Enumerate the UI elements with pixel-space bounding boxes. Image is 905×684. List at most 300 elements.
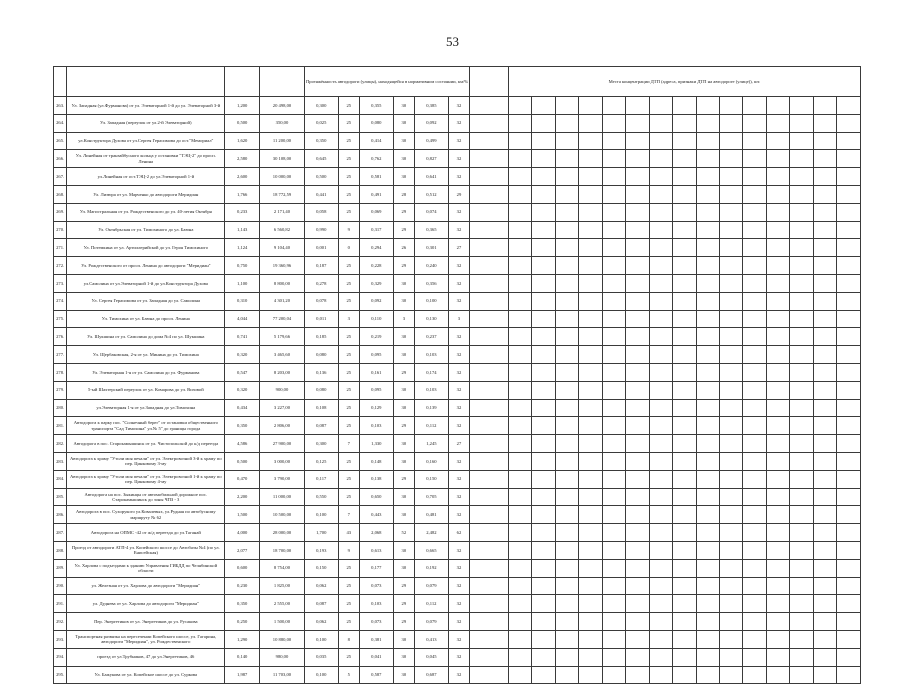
value-cell: 9 (338, 541, 359, 559)
empty-cell (837, 239, 861, 257)
empty-cell (532, 257, 555, 275)
header-dtp: Места концентрации ДТП (адреса, признаки ДТП на автодороге (улице)), шт. (508, 67, 860, 97)
value-cell: 2,077 (225, 541, 260, 559)
empty-cell (579, 150, 602, 168)
row-number: 282. (54, 435, 67, 453)
empty-cell (626, 168, 649, 186)
value-cell: 25 (338, 488, 359, 506)
value-cell: 25 (338, 648, 359, 666)
row-number: 278. (54, 363, 67, 381)
empty-cell (626, 132, 649, 150)
value-cell: 25 (338, 203, 359, 221)
empty-cell (579, 132, 602, 150)
empty-cell (673, 221, 696, 239)
empty-cell (579, 595, 602, 613)
value-cell: 900,00 (260, 381, 305, 399)
header-cell (225, 67, 260, 97)
value-cell: 32 (448, 541, 469, 559)
value-cell: 10 880,00 (260, 630, 305, 648)
empty-cell (813, 630, 836, 648)
table-row (54, 613, 861, 631)
empty-cell (813, 452, 836, 470)
empty-cell (696, 168, 719, 186)
empty-cell (696, 613, 719, 631)
empty-cell (743, 399, 766, 417)
road-name: Автодорога в пос. Старокамышинск от ул. Чистопольской до к/д переезда (67, 435, 225, 453)
value-cell: 25 (338, 363, 359, 381)
empty-cell (696, 221, 719, 239)
empty-cell (649, 524, 672, 542)
empty-cell (743, 274, 766, 292)
empty-cell (813, 417, 836, 435)
empty-cell (579, 185, 602, 203)
empty-cell (532, 168, 555, 186)
empty-cell (813, 97, 836, 115)
table-row (54, 470, 861, 488)
empty-cell (790, 221, 813, 239)
road-name: Автодорога на ОПМС -42 от ж/д переезда до ул.Таганай (67, 524, 225, 542)
empty-cell (626, 435, 649, 453)
empty-cell (508, 435, 531, 453)
value-cell: 30 (393, 114, 414, 132)
empty-cell (766, 203, 789, 221)
row-number: 267. (54, 168, 67, 186)
value-cell: 0,300 (304, 97, 338, 115)
empty-cell (813, 381, 836, 399)
empty-cell (766, 363, 789, 381)
empty-cell (470, 310, 509, 328)
empty-cell (837, 346, 861, 364)
empty-cell (649, 274, 672, 292)
value-cell: 0,074 (415, 203, 449, 221)
value-cell: 1,245 (415, 435, 449, 453)
empty-cell (532, 417, 555, 435)
value-cell: 0,329 (359, 274, 393, 292)
empty-cell (766, 417, 789, 435)
value-cell: 0,762 (359, 150, 393, 168)
value-cell: 0,148 (359, 452, 393, 470)
value-cell: 19 360,96 (260, 257, 305, 275)
empty-cell (626, 221, 649, 239)
empty-cell (837, 470, 861, 488)
table-row (54, 541, 861, 559)
empty-cell (766, 524, 789, 542)
empty-cell (508, 221, 531, 239)
empty-cell (532, 274, 555, 292)
value-cell: 0,320 (225, 381, 260, 399)
empty-cell (766, 381, 789, 399)
empty-cell (470, 506, 509, 524)
empty-cell (719, 417, 742, 435)
value-cell: 8 (338, 630, 359, 648)
value-cell: 1,766 (225, 185, 260, 203)
value-cell: 0,069 (359, 203, 393, 221)
value-cell: 18 700,00 (260, 541, 305, 559)
value-cell: 32 (448, 559, 469, 577)
empty-cell (813, 310, 836, 328)
empty-cell (579, 239, 602, 257)
empty-cell (532, 185, 555, 203)
value-cell: 0,140 (225, 648, 260, 666)
empty-cell (837, 97, 861, 115)
value-cell: 30 (393, 666, 414, 684)
empty-cell (508, 239, 531, 257)
empty-cell (626, 666, 649, 684)
empty-cell (626, 185, 649, 203)
empty-cell (790, 310, 813, 328)
empty-cell (766, 541, 789, 559)
value-cell: 1,124 (225, 239, 260, 257)
value-cell: 2 806,00 (260, 417, 305, 435)
value-cell: 3 (448, 310, 469, 328)
empty-cell (743, 97, 766, 115)
value-cell: 29 (393, 417, 414, 435)
empty-cell (719, 203, 742, 221)
empty-cell (673, 559, 696, 577)
value-cell: 25 (338, 132, 359, 150)
value-cell: 30 108,00 (260, 150, 305, 168)
row-number: 292. (54, 613, 67, 631)
table-row (54, 559, 861, 577)
empty-cell (649, 452, 672, 470)
empty-cell (743, 257, 766, 275)
value-cell: 0,233 (225, 203, 260, 221)
value-cell: 25 (338, 274, 359, 292)
empty-cell (579, 97, 602, 115)
empty-cell (837, 168, 861, 186)
empty-cell (790, 257, 813, 275)
empty-cell (579, 559, 602, 577)
empty-cell (470, 185, 509, 203)
empty-cell (602, 221, 625, 239)
value-cell: 25 (338, 381, 359, 399)
empty-cell (626, 470, 649, 488)
value-cell: 0,550 (304, 488, 338, 506)
empty-cell (626, 417, 649, 435)
empty-cell (626, 257, 649, 275)
road-name: Автодорога к храму "Утоли моя печали" от ул. Электровозной 3-й к храму по пер. Цинковому 3-му (67, 452, 225, 470)
value-cell: 32 (448, 132, 469, 150)
value-cell: 0,705 (415, 488, 449, 506)
empty-cell (555, 328, 578, 346)
empty-cell (508, 417, 531, 435)
table-row (54, 399, 861, 417)
empty-cell (743, 328, 766, 346)
value-cell: 0,079 (415, 577, 449, 595)
empty-cell (555, 221, 578, 239)
empty-cell (719, 97, 742, 115)
value-cell: 1,620 (225, 132, 260, 150)
road-name: Ул. Магистральная от ул. Рождественского до ул. 40-летия Октября (67, 203, 225, 221)
value-cell: 0,192 (415, 559, 449, 577)
table-row (54, 168, 861, 186)
value-cell: 0,112 (415, 417, 449, 435)
value-cell: 0,441 (304, 185, 338, 203)
empty-cell (508, 399, 531, 417)
empty-cell (532, 381, 555, 399)
value-cell: 0,581 (359, 168, 393, 186)
value-cell: 0,193 (304, 541, 338, 559)
value-cell: 0,750 (225, 257, 260, 275)
empty-cell (579, 648, 602, 666)
value-cell: 9 (338, 221, 359, 239)
empty-cell (602, 97, 625, 115)
value-cell: 0,095 (359, 381, 393, 399)
table-row (54, 274, 861, 292)
empty-cell (696, 577, 719, 595)
value-cell: 0,041 (359, 648, 393, 666)
road-name: ул.Самолина от ул.Элеваторной 1-й до ул.Конструктора Духова (67, 274, 225, 292)
empty-cell (743, 239, 766, 257)
empty-cell (555, 239, 578, 257)
road-name: ул. Железная от ул. Харлова до автодороги "Меридиан" (67, 577, 225, 595)
empty-cell (790, 630, 813, 648)
empty-cell (673, 452, 696, 470)
value-cell: 28 000,00 (260, 524, 305, 542)
value-cell: 0,650 (359, 488, 393, 506)
empty-cell (743, 310, 766, 328)
empty-cell (555, 648, 578, 666)
table-row (54, 346, 861, 364)
value-cell: 3 227,00 (260, 399, 305, 417)
value-cell: 2 555,00 (260, 595, 305, 613)
empty-cell (602, 666, 625, 684)
empty-cell (837, 435, 861, 453)
value-cell: 3 465,60 (260, 346, 305, 364)
value-cell: 2,580 (225, 150, 260, 168)
empty-cell (837, 399, 861, 417)
value-cell: 2,068 (359, 524, 393, 542)
empty-cell (649, 417, 672, 435)
row-number: 271. (54, 239, 67, 257)
empty-cell (696, 470, 719, 488)
empty-cell (837, 381, 861, 399)
empty-cell (602, 203, 625, 221)
empty-cell (470, 666, 509, 684)
value-cell: 32 (448, 613, 469, 631)
empty-cell (649, 648, 672, 666)
value-cell: 0,073 (359, 577, 393, 595)
empty-cell (837, 577, 861, 595)
empty-cell (555, 381, 578, 399)
empty-cell (673, 132, 696, 150)
empty-cell (696, 239, 719, 257)
empty-cell (555, 257, 578, 275)
empty-cell (508, 150, 531, 168)
empty-cell (626, 114, 649, 132)
row-number: 288. (54, 541, 67, 559)
value-cell: 0,413 (415, 630, 449, 648)
empty-cell (813, 328, 836, 346)
row-number: 284. (54, 470, 67, 488)
empty-cell (626, 452, 649, 470)
empty-cell (719, 399, 742, 417)
empty-cell (579, 203, 602, 221)
value-cell: 0,645 (304, 150, 338, 168)
value-cell: 27 (448, 239, 469, 257)
empty-cell (719, 435, 742, 453)
header-cell (54, 67, 67, 97)
table-row (54, 435, 861, 453)
empty-cell (508, 648, 531, 666)
value-cell: 0,185 (304, 328, 338, 346)
row-number: 265. (54, 132, 67, 150)
value-cell: 3 000,00 (260, 452, 305, 470)
value-cell: 0,103 (415, 346, 449, 364)
empty-cell (470, 239, 509, 257)
empty-cell (532, 363, 555, 381)
empty-cell (532, 97, 555, 115)
empty-cell (532, 150, 555, 168)
value-cell: 32 (448, 292, 469, 310)
value-cell: 25 (338, 577, 359, 595)
empty-cell (719, 488, 742, 506)
empty-cell (766, 114, 789, 132)
empty-cell (837, 132, 861, 150)
value-cell: 4,000 (225, 524, 260, 542)
value-cell: 30 (393, 150, 414, 168)
empty-cell (555, 452, 578, 470)
empty-cell (555, 310, 578, 328)
empty-cell (813, 363, 836, 381)
empty-cell (508, 381, 531, 399)
empty-cell (696, 399, 719, 417)
value-cell: 25 (338, 559, 359, 577)
empty-cell (579, 506, 602, 524)
empty-cell (696, 524, 719, 542)
empty-cell (508, 203, 531, 221)
value-cell: 0,237 (415, 328, 449, 346)
empty-cell (790, 648, 813, 666)
empty-cell (649, 381, 672, 399)
empty-cell (696, 630, 719, 648)
value-cell: 0,741 (225, 328, 260, 346)
value-cell: 0,491 (359, 185, 393, 203)
empty-cell (673, 328, 696, 346)
empty-cell (743, 648, 766, 666)
value-cell: 30 (393, 97, 414, 115)
empty-cell (743, 292, 766, 310)
empty-cell (602, 435, 625, 453)
empty-cell (602, 310, 625, 328)
empty-cell (602, 114, 625, 132)
empty-cell (743, 132, 766, 150)
empty-cell (719, 577, 742, 595)
empty-cell (602, 470, 625, 488)
empty-cell (579, 488, 602, 506)
empty-cell (532, 488, 555, 506)
value-cell: 0,470 (225, 470, 260, 488)
empty-cell (813, 203, 836, 221)
empty-cell (790, 541, 813, 559)
empty-cell (649, 150, 672, 168)
empty-cell (837, 541, 861, 559)
empty-cell (719, 310, 742, 328)
value-cell: 5 179,66 (260, 328, 305, 346)
value-cell: 32 (448, 666, 469, 684)
table-row (54, 132, 861, 150)
value-cell: 32 (448, 150, 469, 168)
empty-cell (555, 541, 578, 559)
empty-cell (743, 168, 766, 186)
empty-cell (579, 346, 602, 364)
empty-cell (649, 559, 672, 577)
empty-cell (696, 328, 719, 346)
value-cell: 11 200,00 (260, 132, 305, 150)
empty-cell (626, 488, 649, 506)
empty-cell (579, 470, 602, 488)
value-cell: 4,586 (225, 435, 260, 453)
value-cell: 0,365 (415, 221, 449, 239)
empty-cell (626, 399, 649, 417)
empty-cell (508, 132, 531, 150)
value-cell: 25 (338, 470, 359, 488)
empty-cell (719, 150, 742, 168)
empty-cell (813, 613, 836, 631)
empty-cell (790, 132, 813, 150)
empty-cell (532, 648, 555, 666)
empty-cell (766, 559, 789, 577)
value-cell: 0,138 (359, 470, 393, 488)
empty-cell (602, 346, 625, 364)
empty-cell (649, 595, 672, 613)
empty-cell (470, 559, 509, 577)
empty-cell (602, 541, 625, 559)
empty-cell (673, 630, 696, 648)
value-cell: 0,103 (359, 417, 393, 435)
empty-cell (813, 132, 836, 150)
empty-cell (555, 417, 578, 435)
empty-cell (579, 310, 602, 328)
empty-cell (813, 239, 836, 257)
road-name: Ул. Западная (переулок от ул.2-й Элеваторной) (67, 114, 225, 132)
empty-cell (532, 292, 555, 310)
empty-cell (532, 435, 555, 453)
empty-cell (696, 648, 719, 666)
value-cell: 32 (448, 363, 469, 381)
empty-cell (743, 595, 766, 613)
empty-cell (766, 666, 789, 684)
empty-cell (579, 114, 602, 132)
empty-cell (602, 185, 625, 203)
empty-cell (766, 185, 789, 203)
empty-cell (555, 363, 578, 381)
empty-cell (649, 310, 672, 328)
empty-cell (649, 221, 672, 239)
empty-cell (579, 328, 602, 346)
empty-cell (649, 435, 672, 453)
value-cell: 0,177 (359, 559, 393, 577)
empty-cell (813, 648, 836, 666)
road-name: 5-ый Шахтерский переулок от ул. Комарова до ул. Визовой (67, 381, 225, 399)
empty-cell (508, 346, 531, 364)
empty-cell (470, 221, 509, 239)
value-cell: 30 (393, 452, 414, 470)
value-cell: 0,230 (225, 577, 260, 595)
empty-cell (813, 168, 836, 186)
value-cell: 1,330 (359, 435, 393, 453)
empty-cell (813, 470, 836, 488)
value-cell: 29 (393, 595, 414, 613)
empty-cell (579, 399, 602, 417)
empty-cell (470, 292, 509, 310)
value-cell: 18 772,59 (260, 185, 305, 203)
value-cell: 29 (448, 185, 469, 203)
header-duration: Протяжённость автодороги (улицы), находящейся в нормативном состоянии, км/% (304, 67, 469, 97)
value-cell: 29 (393, 203, 414, 221)
value-cell: 8 800,00 (260, 274, 305, 292)
table-row (54, 577, 861, 595)
